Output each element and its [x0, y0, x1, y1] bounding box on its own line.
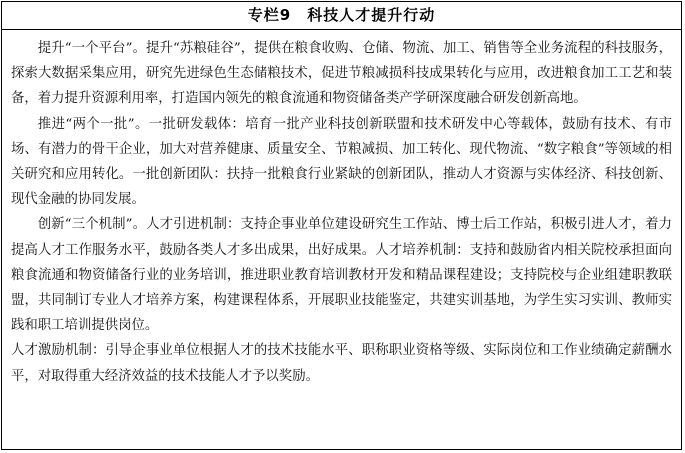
paragraph-incentive: 人才激励机制：引导企事业单位根据人才的技术技能水平、职称职业资格等级、实际岗位和工作业绩确定薪酬水平，对取得重大经济效益的技术技能人才予以奖励。: [11, 343, 672, 384]
box-content: [2, 30, 681, 389]
box-title: 专栏9 科技人才提升行动: [2, 2, 681, 30]
paragraph-two-batches: 推进“两个一批”。一批研发载体：培育一批产业科技创新联盟和技术研发中心等载体，鼓励有技术、有市场、有潜力的骨干企业，加大对营养健康、质量安全、节粮减损、加工转化、现代物流、“数字粮食”等领域的相关研究和应用转化。一批创新团队：扶持一批粮食行业紧缺的创新团队，推动人才资源与实体经济、科技创新、现代金融的协同发展。: [11, 116, 672, 208]
paragraph-three-mechanisms: 创新“三个机制”。人才引进机制：支持企事业单位建设研究生工作站、博士后工作站，积极引进人才，着力提高人才工作服务水平，鼓励各类人才多出成果，出好成果。人才培养机制：支持和鼓励省内相关院校承担面向粮食流通和物资储备行业的业务培训，推进职业教育培训教材开发和精品课程建设；支持院校与企业组建职教联盟，共同制订专业人才培养方案，构建课程体系，开展职业技能鉴定，共建实训基地，为学生实习实训、教师实践和职工培训提供岗位。: [11, 217, 672, 334]
paragraph-platform: 提升“一个平台”。提升“苏粮硅谷”，提供在粮食收购、仓储、物流、加工、销售等全业务流程的科技服务，探索大数据采集应用，研究先进绿色生态储粮技术，促进节粮减损科技成果转化与应用，改进粮食加工工艺和装备，着力提升资源利用率，打造国内领先的粮食流通和物资储备类产学研深度融合研发创新高地。: [11, 41, 672, 107]
sidebar-box: [1, 1, 682, 450]
